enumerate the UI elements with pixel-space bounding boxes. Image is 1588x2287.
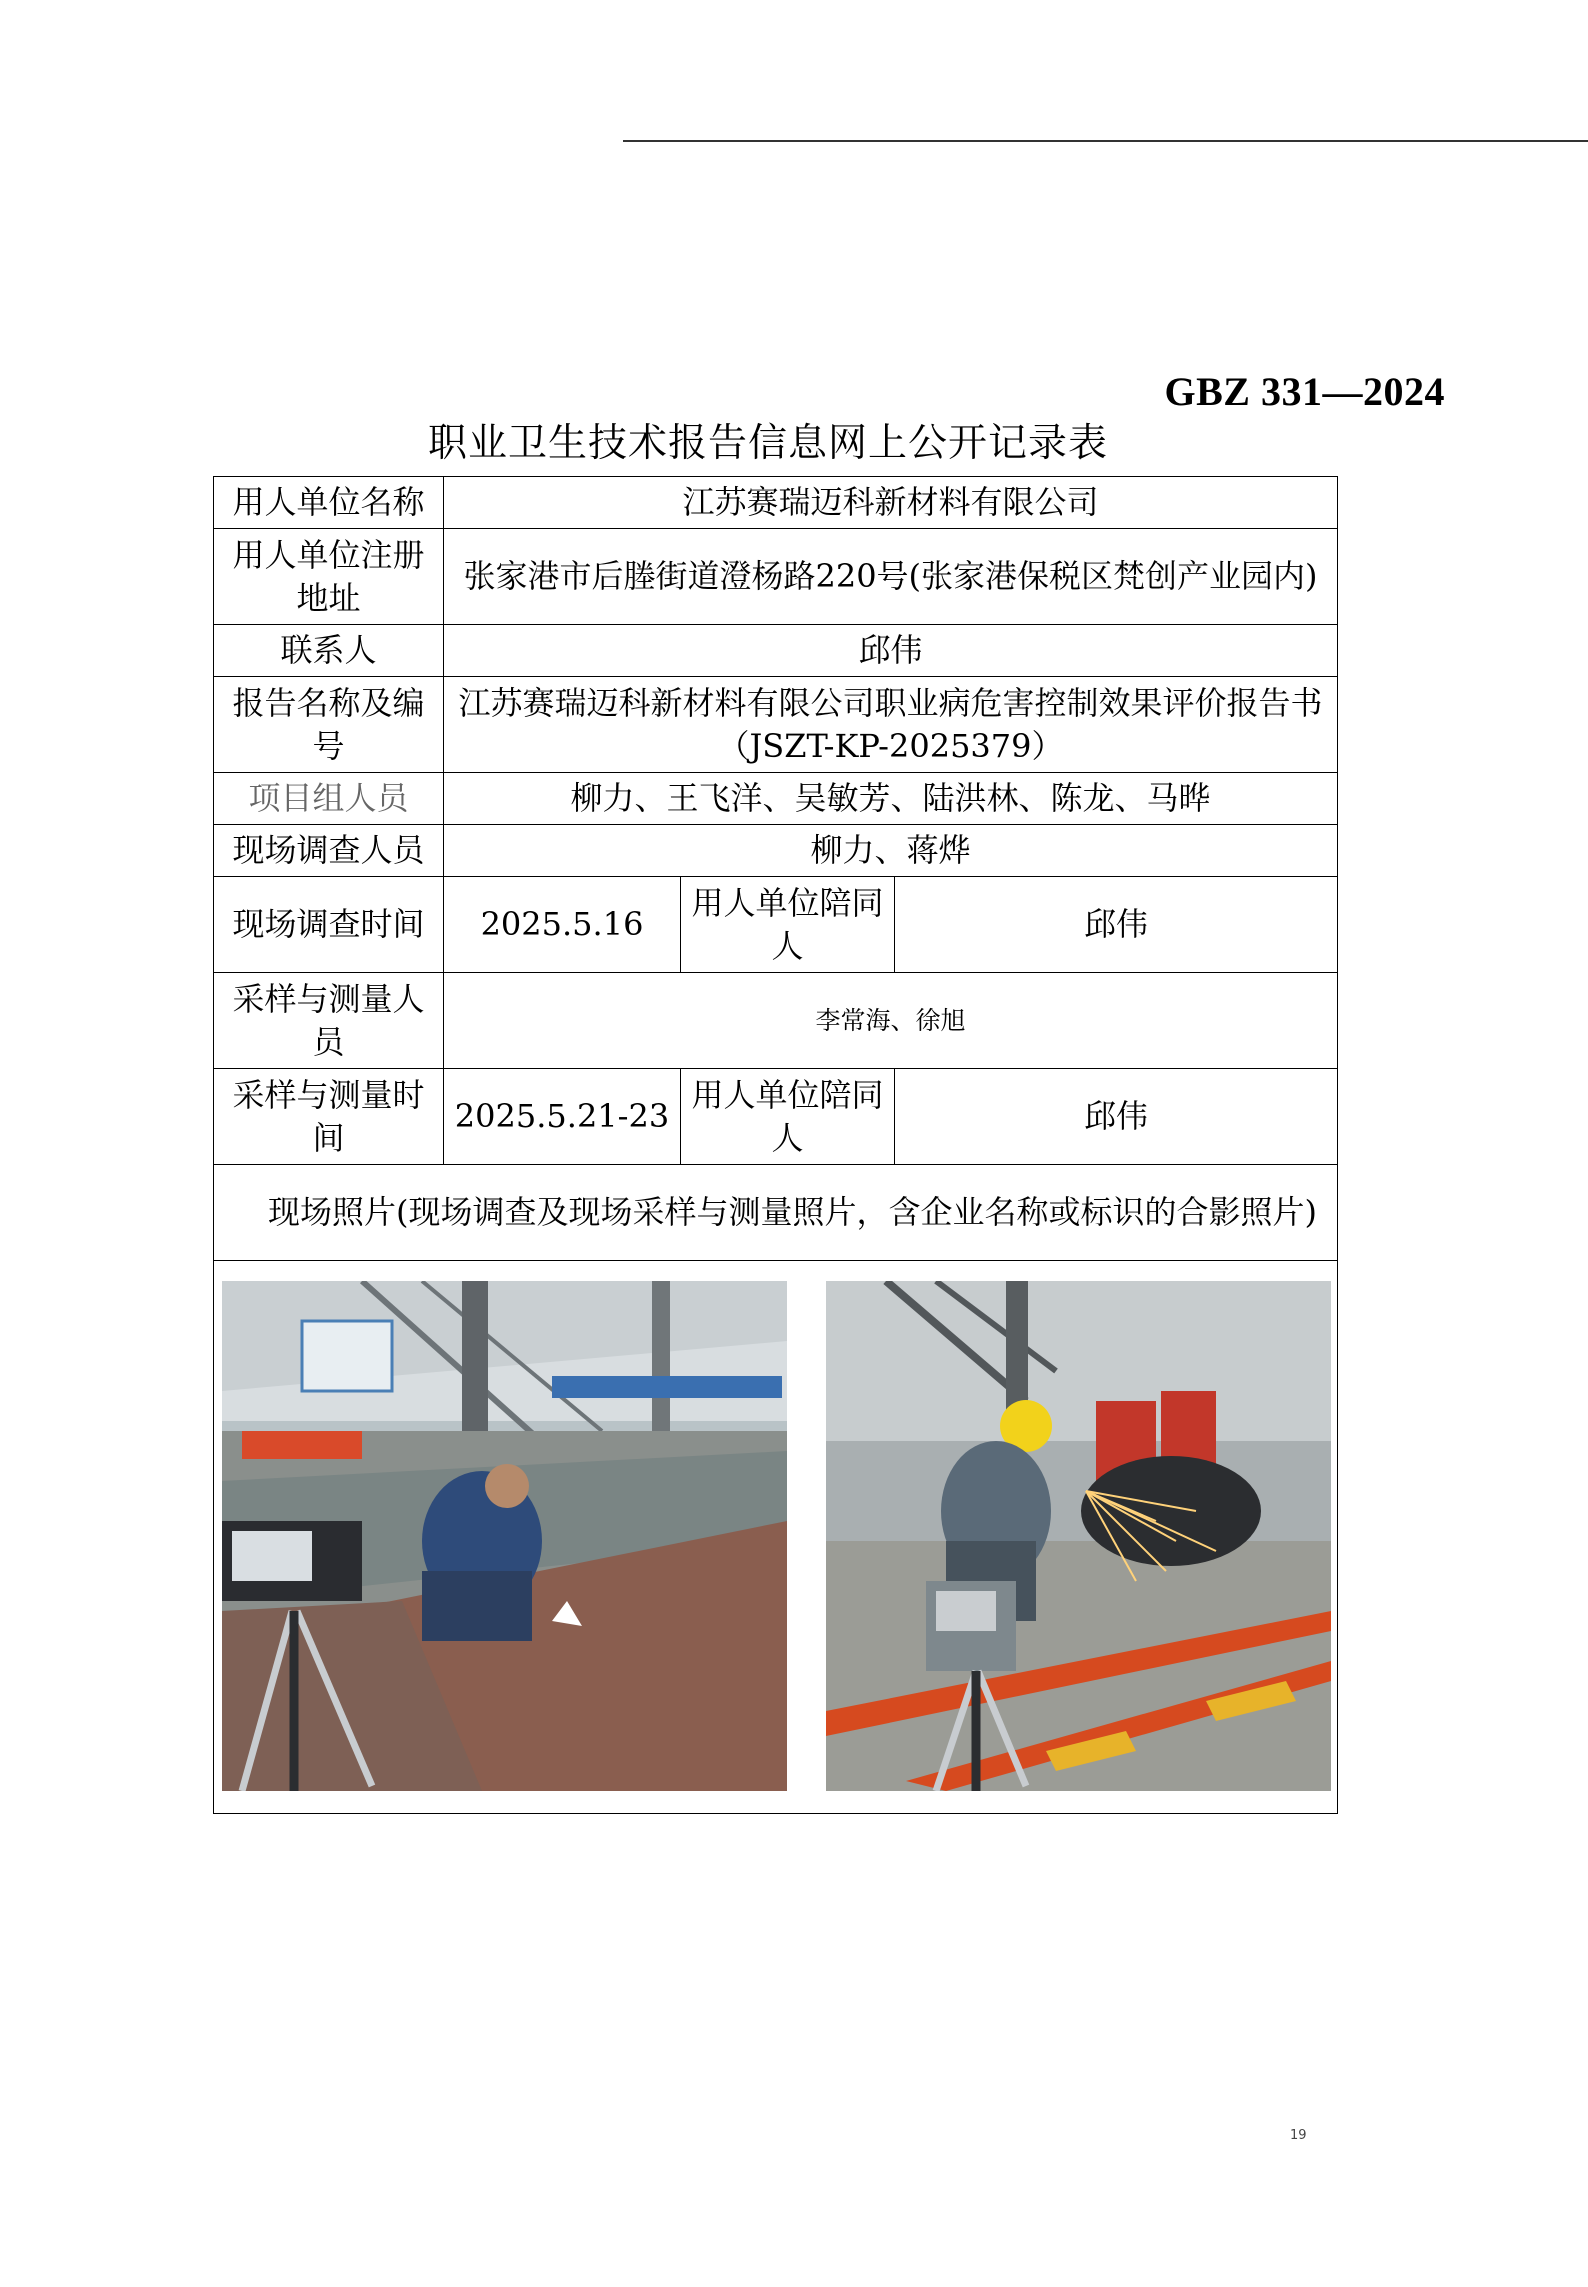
address-label: 用人单位注册地址 — [214, 529, 444, 625]
page-number: 19 — [1290, 2128, 1307, 2143]
contact-label: 联系人 — [214, 625, 444, 677]
sampling-escort-value: 邱伟 — [895, 1069, 1338, 1165]
sampling-staff-value: 李常海、徐旭 — [444, 973, 1338, 1069]
row-address — [214, 529, 1338, 625]
document-title: 职业卫生技术报告信息网上公开记录表 — [427, 421, 1108, 466]
photos-cell — [214, 1261, 1338, 1814]
report-label: 报告名称及编号 — [214, 677, 444, 773]
sampling-time-value: 2025.5.21-23 — [444, 1069, 681, 1165]
row-contact — [214, 625, 1338, 677]
row-survey-time — [214, 877, 1338, 973]
survey-escort-value: 邱伟 — [895, 877, 1338, 973]
sampling-time-label: 采样与测量时间 — [214, 1069, 444, 1165]
photos-label: 现场照片(现场调查及现场采样与测量照片，含企业名称或标识的合影照片) — [214, 1165, 1338, 1261]
row-employer-name — [214, 477, 1338, 529]
address-value: 张家港市后塍街道澄杨路220号(张家港保税区梵创产业园内) — [444, 529, 1338, 625]
header-rule — [623, 140, 1588, 142]
standard-code: GBZ 331—2024 — [1164, 369, 1445, 414]
row-team — [214, 773, 1338, 825]
survey-time-value: 2025.5.16 — [444, 877, 681, 973]
team-label: 项目组人员 — [214, 773, 444, 825]
report-value: 江苏赛瑞迈科新材料有限公司职业病危害控制效果评价报告书（JSZT-KP-2025379） — [444, 677, 1338, 773]
row-report — [214, 677, 1338, 773]
site-photo-welding — [222, 1281, 787, 1791]
record-table — [213, 476, 1338, 1814]
employer-name-value: 江苏赛瑞迈科新材料有限公司 — [444, 477, 1338, 529]
survey-staff-label: 现场调查人员 — [214, 825, 444, 877]
row-sampling-time — [214, 1069, 1338, 1165]
row-photos — [214, 1261, 1338, 1814]
contact-value: 邱伟 — [444, 625, 1338, 677]
survey-staff-value: 柳力、蒋烨 — [444, 825, 1338, 877]
survey-time-label: 现场调查时间 — [214, 877, 444, 973]
sampling-staff-label: 采样与测量人员 — [214, 973, 444, 1069]
survey-escort-label: 用人单位陪同人 — [681, 877, 895, 973]
row-survey-staff — [214, 825, 1338, 877]
site-photo-grinding — [826, 1281, 1331, 1791]
sampling-escort-label: 用人单位陪同人 — [681, 1069, 895, 1165]
row-photos-label — [214, 1165, 1338, 1261]
row-sampling-staff — [214, 973, 1338, 1069]
employer-name-label: 用人单位名称 — [214, 477, 444, 529]
team-value: 柳力、王飞洋、吴敏芳、陆洪林、陈龙、马晔 — [444, 773, 1338, 825]
